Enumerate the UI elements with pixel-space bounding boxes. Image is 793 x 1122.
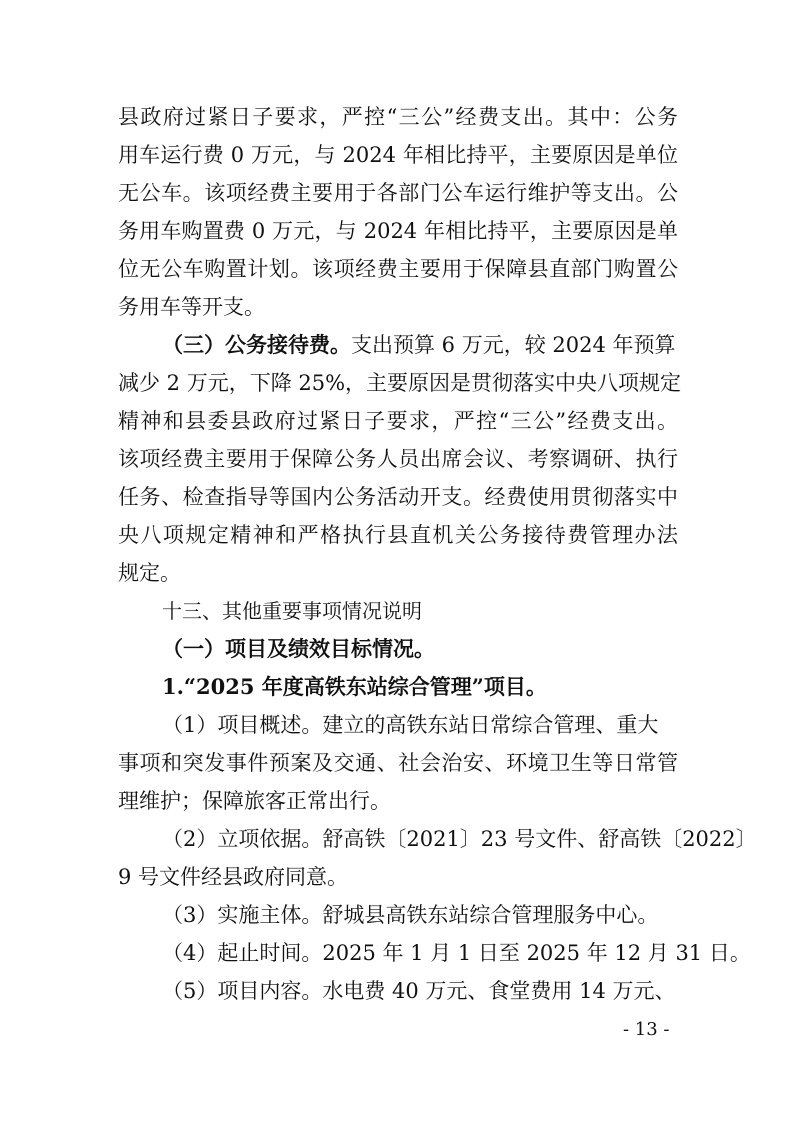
paragraph-line: （2）立项依据。舒高铁〔2021〕23 号文件、舒高铁〔2022〕 (162, 827, 757, 851)
paragraph-line: （3）实施主体。舒城县高铁东站综合管理服务中心。 (162, 903, 659, 927)
project-title: 1.“2025 年度高铁东站综合管理”项目。 (162, 674, 547, 699)
paragraph-text: 支出预算 6 万元，较 2024 年预算 (351, 333, 676, 357)
paragraph-line: 务用车购置费 0 万元，与 2024 年相比持平，主要原因是单 (118, 219, 678, 243)
body-text (118, 98, 757, 1010)
paragraph-line: 无公车。该项经费主要用于各部门公车运行维护等支出。公 (118, 181, 678, 205)
section-heading-other-matters: 十三、其他重要事项情况说明 (162, 599, 422, 623)
paragraph-line: （4）起止时间。2025 年 1 月 1 日至 2025 年 12 月 31 日。 (162, 941, 751, 965)
paragraph-line-with-heading (118, 326, 678, 364)
paragraph-line: 理维护；保障旅客正常出行。 (118, 789, 391, 813)
paragraph-line: 减少 2 万元，下降 25%，主要原因是贯彻落实中央八项规定 (118, 371, 682, 395)
subsection-heading-project-targets: （一）项目及绩效目标情况。 (162, 636, 435, 661)
paragraph-line: （1）项目概述。建立的高铁东站日常综合管理、重大 (162, 713, 659, 737)
paragraph-line: 务用车等开支。 (118, 295, 265, 319)
paragraph-line: 位无公车购置计划。该项经费主要用于保障县直部门购置公 (118, 257, 678, 281)
paragraph-line: 规定。 (118, 561, 181, 585)
paragraph-line: 该项经费主要用于保障公务人员出席会议、考察调研、执行 (118, 447, 678, 471)
paragraph-line: 用车运行费 0 万元，与 2024 年相比持平，主要原因是单位 (118, 143, 678, 167)
paragraph-line: 精神和县委县政府过紧日子要求，严控“三公”经费支出。 (118, 409, 678, 433)
paragraph-line: 事项和突发事件预案及交通、社会治安、环境卫生等日常管 (118, 751, 678, 775)
paragraph-line: 9 号文件经县政府同意。 (118, 865, 349, 889)
paragraph-line: （5）项目内容。水电费 40 万元、食堂费用 14 万元、 (162, 979, 676, 1003)
paragraph-line: 任务、检查指导等国内公务活动开支。经费使用贯彻落实中 (118, 485, 678, 509)
section-heading-reception-expense: （三）公务接待费。 (162, 332, 351, 357)
paragraph-line: 央八项规定精神和严格执行县直机关公务接待费管理办法 (118, 523, 678, 547)
paragraph-line: 县政府过紧日子要求，严控“三公”经费支出。其中：公务 (118, 105, 678, 129)
page-number: - 13 - (623, 1019, 670, 1040)
